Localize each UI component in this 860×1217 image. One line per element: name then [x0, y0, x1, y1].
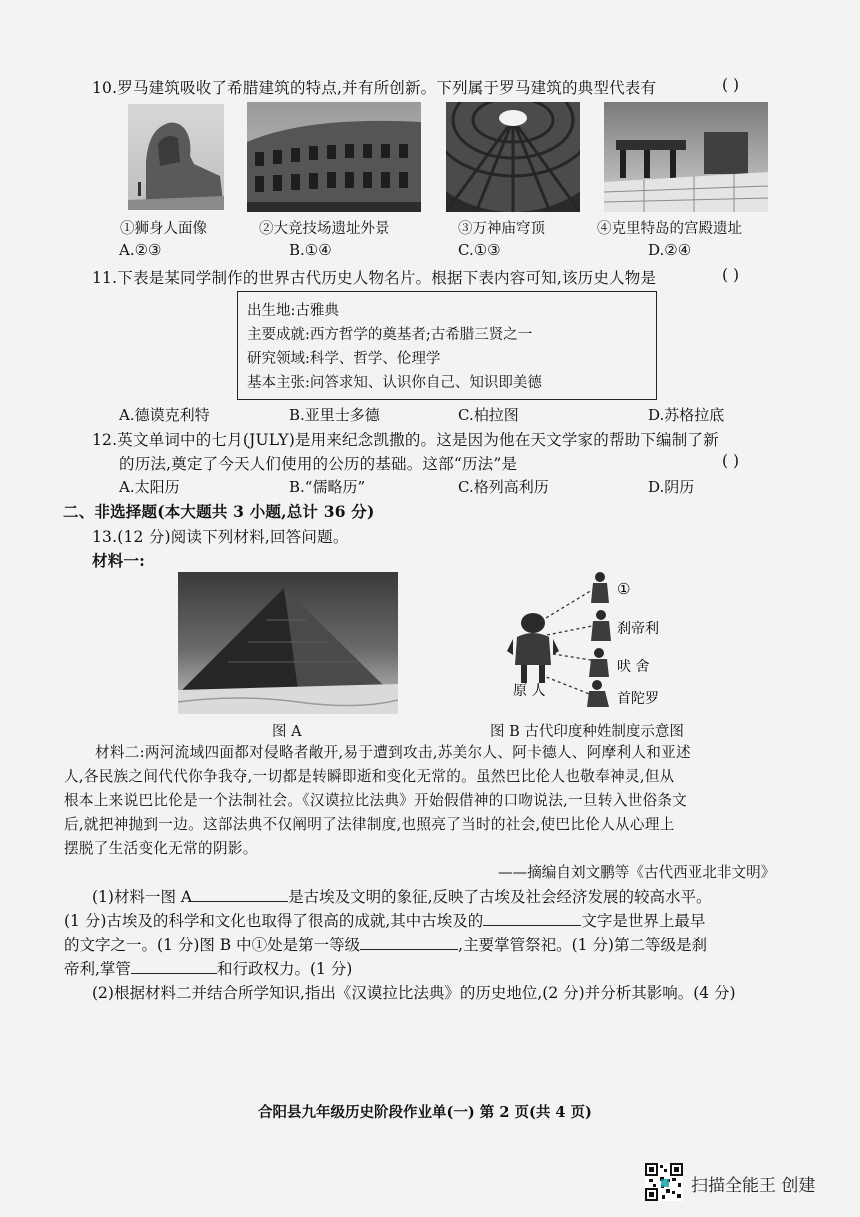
q10-stem: 10.罗马建筑吸收了希腊建筑的特点,并有所创新。下列属于罗马建筑的典型代表有 — [92, 79, 657, 97]
caste-label-vaishya: 吠 舍 — [617, 659, 650, 675]
page-footer: 合阳县九年级历史阶段作业单(一) 第 2 页(共 4 页) — [258, 1104, 592, 1121]
caste-label-kshatriya: 刹帝利 — [617, 621, 659, 637]
q13-part2-text-b: 文字是世界上最早 — [581, 912, 706, 930]
figure-b-caption: 图 B 古代印度种姓制度示意图 — [490, 724, 684, 740]
pyramid-image — [178, 572, 398, 714]
sphinx-image — [128, 104, 224, 210]
q13-part3-text-b: ,主要掌管祭祀。(1 分)第二等级是刹 — [458, 936, 707, 954]
q13-part3-text-a: 的文字之一。(1 分)图 B 中①处是第一等级 — [64, 936, 361, 954]
origin-label: 原 人 — [513, 683, 546, 699]
q10-caption-1: ①狮身人面像 — [120, 221, 207, 237]
q12-option-b: B.“儒略历” — [289, 478, 366, 496]
colosseum-image — [247, 102, 421, 212]
caste-label-1: ① — [617, 580, 631, 598]
q11-stem: 11.下表是某同学制作的世界古代历史人物名片。根据下表内容可知,该历史人物是 — [92, 269, 657, 287]
answer-blank-1[interactable] — [192, 885, 288, 902]
material-2-line-5: 摆脱了生活变化无常的阴影。 — [64, 840, 258, 857]
warrior-figure — [591, 610, 611, 641]
material-2-line-4: 后,就把神抛到一边。这部法典不仅阐明了法律制度,也照亮了当时的社会,使巴比伦人从心理上 — [64, 816, 675, 833]
q13-part4-text-a: 帝利,掌管 — [64, 960, 131, 978]
q12-stem-line2: 的历法,奠定了今天人们使用的公历的基础。这部“历法”是 — [119, 455, 518, 473]
q10-caption-2: ②大竞技场遗址外景 — [259, 221, 390, 237]
q10-option-b: B.①④ — [289, 241, 332, 259]
card-research-field: 研究领域:科学、哲学、伦理学 — [247, 351, 441, 367]
material-2-line-3: 根本上来说巴比伦是一个法制社会。《汉谟拉比法典》开始假借神的口吻说法,一旦转入世俗条文 — [64, 792, 688, 809]
q13-part1-line4 — [64, 957, 352, 979]
card-basic-ideas: 基本主张:问答求知、认识你自己、知识即美德 — [247, 375, 542, 391]
priest-figure — [591, 572, 609, 603]
caste-system-diagram — [505, 565, 705, 710]
q11-option-c: C.柏拉图 — [458, 406, 519, 424]
figure-name-card — [237, 291, 657, 400]
material-2-line-1: 材料二:两河流域四面都对侵略者敞开,易于遭到攻击,苏美尔人、阿卡德人、阿摩利人和亚述 — [95, 744, 691, 761]
answer-blank-3[interactable] — [360, 933, 458, 950]
scanner-watermark: 扫描全能王 创建 — [691, 1176, 816, 1196]
card-birthplace: 出生地:古雅典 — [247, 303, 339, 319]
knossos-palace-image — [604, 102, 768, 212]
q10-caption-3: ③万神庙穹顶 — [458, 221, 545, 237]
q12-stem-line1: 12.英文单词中的七月(JULY)是用来纪念凯撒的。这是因为他在天文学家的帮助下编制了新 — [92, 431, 719, 449]
q11-answer-paren: ( ) — [722, 266, 740, 284]
q13-stem: 13.(12 分)阅读下列材料,回答问题。 — [92, 528, 349, 546]
q12-option-a: A.太阳历 — [119, 478, 180, 496]
q10-answer-paren: ( ) — [722, 76, 740, 94]
merchant-figure — [589, 648, 609, 677]
q11-option-b: B.亚里士多德 — [289, 406, 380, 424]
section-2-title: 二、非选择题(本大题共 3 小题,总计 36 分) — [63, 502, 375, 521]
q10-option-c: C.①③ — [458, 241, 501, 259]
q13-part1-line1 — [92, 885, 712, 907]
q13-part1-text-b: 是古埃及文明的象征,反映了古埃及社会经济发展的较高水平。 — [288, 888, 712, 906]
laborer-figure — [587, 680, 609, 707]
material-1-label: 材料一: — [92, 551, 146, 570]
material-2-source: ——摘编自刘文鹏等《古代西亚北非文明》 — [498, 864, 776, 881]
q10-option-d: D.②④ — [648, 241, 692, 259]
card-achievement: 主要成就:西方哲学的奠基者;古希腊三贤之一 — [247, 327, 533, 343]
q11-option-d: D.苏格拉底 — [648, 406, 725, 424]
answer-blank-2[interactable] — [483, 909, 581, 926]
material-2-line-2: 人,各民族之间代代你争我夺,一切都是转瞬即逝和变化无常的。虽然巴比伦人也敬奉神灵,但从 — [64, 768, 675, 785]
caste-label-shudra: 首陀罗 — [617, 691, 659, 707]
q13-part2-question: (2)根据材料二并结合所学知识,指出《汉谟拉比法典》的历史地位,(2 分)并分析其影响。(4 分) — [92, 984, 736, 1002]
pantheon-dome-image — [446, 102, 580, 212]
answer-blank-4[interactable] — [131, 957, 217, 974]
q12-answer-paren: ( ) — [722, 452, 740, 470]
q12-option-d: D.阴历 — [648, 478, 695, 496]
q11-option-a: A.德谟克利特 — [119, 406, 210, 424]
q12-option-c: C.格列高利历 — [458, 478, 549, 496]
q13-part1-text-a: (1)材料一图 A — [92, 888, 193, 906]
q13-part1-line2 — [64, 909, 705, 931]
qr-code-icon — [645, 1163, 683, 1201]
q13-part1-line3 — [64, 933, 707, 955]
q10-option-a: A.②③ — [119, 241, 162, 259]
q10-caption-4: ④克里特岛的宫殿遗址 — [597, 221, 742, 237]
q13-part4-text-b: 和行政权力。(1 分) — [216, 960, 353, 978]
figure-a-caption: 图 A — [272, 724, 302, 740]
origin-figure — [507, 613, 559, 683]
q13-part2-text-a: (1 分)古埃及的科学和文化也取得了很高的成就,其中古埃及的 — [64, 912, 484, 930]
